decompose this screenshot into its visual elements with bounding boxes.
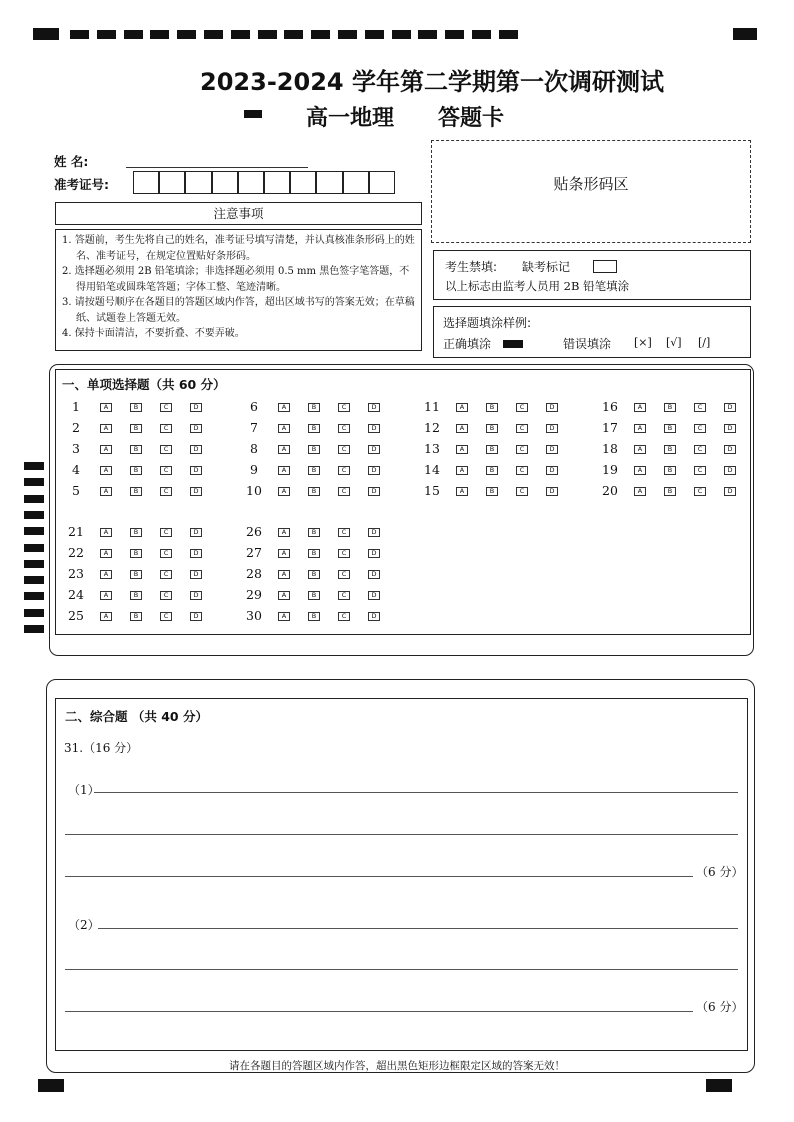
timing-mark [24, 511, 44, 519]
question-number: 13 [424, 441, 440, 456]
answer-bubble-b[interactable]: B [308, 403, 320, 412]
answer-bubble-d[interactable]: D [546, 445, 558, 454]
timing-mark [311, 30, 330, 39]
id-digit-box[interactable] [264, 171, 290, 194]
answer-bubble-c[interactable]: C [160, 528, 172, 537]
timing-mark [70, 30, 89, 39]
answer-bubble-c[interactable]: C [694, 445, 706, 454]
answer-bubble-a[interactable]: A [100, 528, 112, 537]
answer-bubble-b[interactable]: B [130, 591, 142, 600]
question-number: 22 [68, 545, 84, 560]
question-number: 29 [246, 587, 262, 602]
absent-mark-label: 缺考标记 [522, 260, 571, 274]
timing-mark [24, 576, 44, 584]
answer-line[interactable] [65, 834, 738, 835]
answer-bubble-b[interactable]: B [130, 549, 142, 558]
barcode-label: 贴条形码区 [553, 175, 629, 193]
timing-mark [284, 30, 303, 39]
corner-mark-bottom-right [706, 1079, 732, 1092]
timing-mark [24, 462, 44, 470]
answer-bubble-a[interactable]: A [456, 424, 468, 433]
absent-label: 考生禁填: [445, 260, 498, 274]
answer-bubble-c[interactable]: C [516, 487, 528, 496]
answer-bubble-c[interactable]: C [338, 487, 350, 496]
answer-bubble-c[interactable]: C [694, 487, 706, 496]
answer-bubble-b[interactable]: B [130, 487, 142, 496]
id-digit-box[interactable] [238, 171, 264, 194]
answer-bubble-c[interactable]: C [338, 424, 350, 433]
timing-mark [392, 30, 411, 39]
answer-bubble-a[interactable]: A [456, 466, 468, 475]
question-number: 7 [250, 420, 258, 435]
title-bar-mark [244, 110, 262, 118]
question-number: 5 [72, 483, 80, 498]
answer-bubble-a[interactable]: A [278, 487, 290, 496]
answer-bubble-a[interactable]: A [456, 403, 468, 412]
timing-mark [445, 30, 464, 39]
answer-bubble-c[interactable]: C [338, 612, 350, 621]
answer-bubble-b[interactable]: B [486, 445, 498, 454]
answer-bubble-c[interactable]: C [516, 445, 528, 454]
id-digit-box[interactable] [316, 171, 342, 194]
question-number: 1 [72, 399, 80, 414]
answer-bubble-b[interactable]: B [486, 403, 498, 412]
answer-bubble-b[interactable]: B [130, 403, 142, 412]
section2-inner [55, 698, 748, 1051]
answer-bubble-b[interactable]: B [308, 570, 320, 579]
question-number: 28 [246, 566, 262, 581]
answer-bubble-c[interactable]: C [160, 403, 172, 412]
answer-bubble-c[interactable]: C [516, 424, 528, 433]
answer-bubble-a[interactable]: A [278, 445, 290, 454]
timing-mark [24, 625, 44, 633]
answer-bubble-d[interactable]: D [190, 570, 202, 579]
answer-bubble-d[interactable]: D [190, 424, 202, 433]
timing-mark [24, 544, 44, 552]
question-number: 26 [246, 524, 262, 539]
answer-bubble-a[interactable]: A [100, 549, 112, 558]
answer-bubble-c[interactable]: C [338, 466, 350, 475]
answer-bubble-a[interactable]: A [278, 549, 290, 558]
answer-bubble-a[interactable]: A [456, 487, 468, 496]
corner-mark-bottom-left [38, 1079, 64, 1092]
answer-bubble-d[interactable]: D [368, 549, 380, 558]
answer-bubble-d[interactable]: D [368, 466, 380, 475]
answer-bubble-a[interactable]: A [100, 424, 112, 433]
answer-bubble-c[interactable]: C [160, 466, 172, 475]
question-number: 30 [246, 608, 262, 623]
footer-warning: 请在各题目的答题区域内作答，超出黑色矩形边框限定区域的答案无效！ [229, 1060, 565, 1072]
answer-bubble-d[interactable]: D [724, 445, 736, 454]
fill-example-box [433, 306, 751, 358]
answer-bubble-b[interactable]: B [664, 466, 676, 475]
answer-line[interactable] [98, 928, 738, 929]
timing-mark [365, 30, 384, 39]
answer-bubble-c[interactable]: C [516, 466, 528, 475]
answer-bubble-d[interactable]: D [368, 591, 380, 600]
section2-title: 二、综合题 （共 40 分） [65, 709, 208, 724]
answer-bubble-b[interactable]: B [130, 466, 142, 475]
answer-bubble-a[interactable]: A [456, 445, 468, 454]
question-number: 27 [246, 545, 262, 560]
notice-item: 4. 保持卡面清洁，不要折叠、不要弄破。 [62, 328, 245, 339]
question-number: 21 [68, 524, 84, 539]
answer-bubble-a[interactable]: A [100, 570, 112, 579]
wrong-mark-slash: [/] [698, 336, 711, 349]
id-label: 准考证号: [54, 177, 109, 192]
timing-mark [472, 30, 491, 39]
timing-mark [24, 478, 44, 486]
question-number: 18 [602, 441, 618, 456]
subject-title: 高一地理 [306, 106, 395, 131]
answer-bubble-b[interactable]: B [308, 549, 320, 558]
answer-bubble-b[interactable]: B [486, 424, 498, 433]
answer-bubble-b[interactable]: B [308, 445, 320, 454]
answer-bubble-a[interactable]: A [278, 612, 290, 621]
answer-bubble-b[interactable]: B [486, 466, 498, 475]
answer-bubble-d[interactable]: D [546, 466, 558, 475]
answer-bubble-d[interactable]: D [724, 403, 736, 412]
timing-mark [258, 30, 277, 39]
timing-mark [24, 495, 44, 503]
corner-mark-top-right [733, 28, 757, 40]
answer-bubble-a[interactable]: A [100, 591, 112, 600]
question-number: 24 [68, 587, 84, 602]
timing-mark [499, 30, 518, 39]
answer-bubble-b[interactable]: B [308, 487, 320, 496]
timing-mark [338, 30, 357, 39]
answer-bubble-a[interactable]: A [278, 570, 290, 579]
answer-bubble-c[interactable]: C [160, 445, 172, 454]
answer-bubble-c[interactable]: C [160, 591, 172, 600]
answer-bubble-d[interactable]: D [190, 528, 202, 537]
question-number: 25 [68, 608, 84, 623]
answer-bubble-b[interactable]: B [308, 466, 320, 475]
name-label: 姓 名: [54, 154, 89, 169]
answer-bubble-d[interactable]: D [190, 591, 202, 600]
part2-score: （6 分） [696, 1000, 744, 1014]
corner-mark-top-left [33, 28, 59, 40]
answer-bubble-d[interactable]: D [368, 487, 380, 496]
answer-bubble-d[interactable]: D [368, 403, 380, 412]
answer-bubble-b[interactable]: B [664, 445, 676, 454]
answer-bubble-a[interactable]: A [634, 487, 646, 496]
question-number: 8 [250, 441, 258, 456]
card-label: 答题卡 [438, 106, 505, 131]
answer-bubble-d[interactable]: D [368, 445, 380, 454]
timing-mark [150, 30, 169, 39]
answer-bubble-c[interactable]: C [516, 403, 528, 412]
timing-mark [177, 30, 196, 39]
wrong-mark-check: [√] [666, 336, 682, 349]
answer-bubble-d[interactable]: D [368, 612, 380, 621]
answer-bubble-d[interactable]: D [368, 570, 380, 579]
timing-mark [24, 560, 44, 568]
answer-bubble-d[interactable]: D [190, 612, 202, 621]
notice-box [55, 229, 422, 351]
answer-bubble-d[interactable]: D [190, 487, 202, 496]
answer-bubble-b[interactable]: B [664, 487, 676, 496]
exam-title: 2023-2024 学年第二学期第一次调研测试 [200, 68, 664, 96]
id-digit-box[interactable] [212, 171, 238, 194]
answer-bubble-a[interactable]: A [634, 424, 646, 433]
answer-bubble-c[interactable]: C [338, 528, 350, 537]
correct-fill-label: 正确填涂 [443, 337, 492, 351]
timing-mark [24, 527, 44, 535]
timing-mark [204, 30, 223, 39]
id-digit-box[interactable] [290, 171, 316, 194]
answer-bubble-b[interactable]: B [308, 528, 320, 537]
question-number: 4 [72, 462, 80, 477]
question-number: 15 [424, 483, 440, 498]
answer-bubble-c[interactable]: C [160, 612, 172, 621]
answer-bubble-c[interactable]: C [338, 591, 350, 600]
answer-bubble-b[interactable]: B [130, 612, 142, 621]
id-digit-box[interactable] [343, 171, 369, 194]
answer-bubble-c[interactable]: C [160, 424, 172, 433]
part2-label: （2） [68, 918, 100, 932]
name-field[interactable] [126, 167, 308, 168]
notice-title: 注意事项 [213, 206, 264, 221]
answer-bubble-d[interactable]: D [724, 487, 736, 496]
answer-bubble-c[interactable]: C [694, 466, 706, 475]
q31-label: 31.（16 分） [64, 741, 139, 755]
id-number-boxes[interactable] [133, 171, 395, 194]
question-number: 23 [68, 566, 84, 581]
answer-bubble-a[interactable]: A [634, 466, 646, 475]
notice-title-box [55, 202, 422, 225]
correct-fill-sample [503, 340, 523, 348]
notice-item: 2. 选择题必须用 2B 铅笔填涂；非选择题必须用 0.5 mm 黑色签字笔答题，不得用铅笔或圆珠笔答题；字体工整、笔迹清晰。 [62, 266, 410, 293]
answer-bubble-c[interactable]: C [694, 403, 706, 412]
answer-bubble-d[interactable]: D [546, 424, 558, 433]
notice-item: 3. 请按题号顺序在各题目的答题区域内作答，超出区域书写的答案无效；在草稿纸、试题卷上答题无效。 [62, 297, 415, 324]
answer-bubble-d[interactable]: D [368, 424, 380, 433]
answer-bubble-a[interactable]: A [100, 612, 112, 621]
answer-bubble-c[interactable]: C [160, 570, 172, 579]
answer-bubble-b[interactable]: B [664, 424, 676, 433]
answer-bubble-b[interactable]: B [130, 445, 142, 454]
question-number: 17 [602, 420, 618, 435]
answer-bubble-a[interactable]: A [634, 445, 646, 454]
timing-mark [24, 592, 44, 600]
question-number: 2 [72, 420, 80, 435]
timing-mark [124, 30, 143, 39]
answer-bubble-c[interactable]: C [338, 445, 350, 454]
answer-bubble-d[interactable]: D [724, 466, 736, 475]
question-number: 20 [602, 483, 618, 498]
answer-bubble-d[interactable]: D [190, 403, 202, 412]
absent-note: 以上标志由监考人员用 2B 铅笔填涂 [445, 279, 630, 293]
answer-bubble-c[interactable]: C [338, 403, 350, 412]
answer-bubble-a[interactable]: A [278, 528, 290, 537]
absent-box [433, 250, 751, 300]
answer-bubble-c[interactable]: C [338, 570, 350, 579]
answer-bubble-a[interactable]: A [100, 403, 112, 412]
answer-bubble-c[interactable]: C [160, 487, 172, 496]
answer-bubble-d[interactable]: D [546, 403, 558, 412]
timing-mark [24, 609, 44, 617]
id-digit-box[interactable] [159, 171, 185, 194]
answer-line[interactable] [65, 876, 693, 877]
answer-bubble-b[interactable]: B [308, 424, 320, 433]
answer-line[interactable] [65, 1011, 693, 1012]
answer-bubble-b[interactable]: B [308, 612, 320, 621]
part1-score: （6 分） [696, 865, 744, 879]
answer-bubble-a[interactable]: A [278, 424, 290, 433]
answer-bubble-d[interactable]: D [190, 445, 202, 454]
section1-title: 一、单项选择题（共 60 分） [62, 377, 226, 392]
timing-mark [418, 30, 437, 39]
answer-bubble-c[interactable]: C [160, 549, 172, 558]
answer-bubble-d[interactable]: D [724, 424, 736, 433]
answer-bubble-c[interactable]: C [694, 424, 706, 433]
question-number: 9 [250, 462, 258, 477]
answer-bubble-b[interactable]: B [130, 528, 142, 537]
wrong-mark-x: [×] [634, 336, 652, 349]
timing-mark [97, 30, 116, 39]
part1-label: （1） [68, 783, 100, 797]
answer-bubble-d[interactable]: D [190, 466, 202, 475]
question-number: 19 [602, 462, 618, 477]
question-number: 12 [424, 420, 440, 435]
answer-bubble-b[interactable]: B [308, 591, 320, 600]
question-number: 16 [602, 399, 618, 414]
question-number: 6 [250, 399, 258, 414]
id-digit-box[interactable] [369, 171, 395, 194]
answer-bubble-a[interactable]: A [278, 403, 290, 412]
barcode-area [431, 140, 751, 243]
id-digit-box[interactable] [133, 171, 159, 194]
answer-bubble-a[interactable]: A [634, 403, 646, 412]
notice-item: 1. 答题前，考生先将自己的姓名，准考证号填写清楚，并认真核准条形码上的姓名、准考证号，在规定位置贴好条形码。 [62, 235, 415, 262]
question-number: 11 [424, 399, 440, 414]
question-number: 14 [424, 462, 440, 477]
answer-bubble-a[interactable]: A [278, 591, 290, 600]
answer-bubble-a[interactable]: A [100, 487, 112, 496]
id-digit-box[interactable] [185, 171, 211, 194]
answer-bubble-d[interactable]: D [546, 487, 558, 496]
answer-bubble-d[interactable]: D [368, 528, 380, 537]
fill-example-title: 选择题填涂样例: [443, 316, 532, 330]
question-number: 3 [72, 441, 80, 456]
answer-bubble-a[interactable]: A [100, 445, 112, 454]
absent-mark-box[interactable] [593, 260, 617, 273]
answer-bubble-b[interactable]: B [486, 487, 498, 496]
answer-bubble-b[interactable]: B [664, 403, 676, 412]
answer-line[interactable] [65, 969, 738, 970]
answer-bubble-d[interactable]: D [190, 549, 202, 558]
timing-mark [231, 30, 250, 39]
wrong-fill-label: 错误填涂 [563, 337, 612, 351]
answer-bubble-a[interactable]: A [100, 466, 112, 475]
answer-bubble-b[interactable]: B [130, 570, 142, 579]
answer-bubble-b[interactable]: B [130, 424, 142, 433]
answer-bubble-a[interactable]: A [278, 466, 290, 475]
question-number: 10 [246, 483, 262, 498]
answer-bubble-c[interactable]: C [338, 549, 350, 558]
answer-line[interactable] [94, 792, 738, 793]
